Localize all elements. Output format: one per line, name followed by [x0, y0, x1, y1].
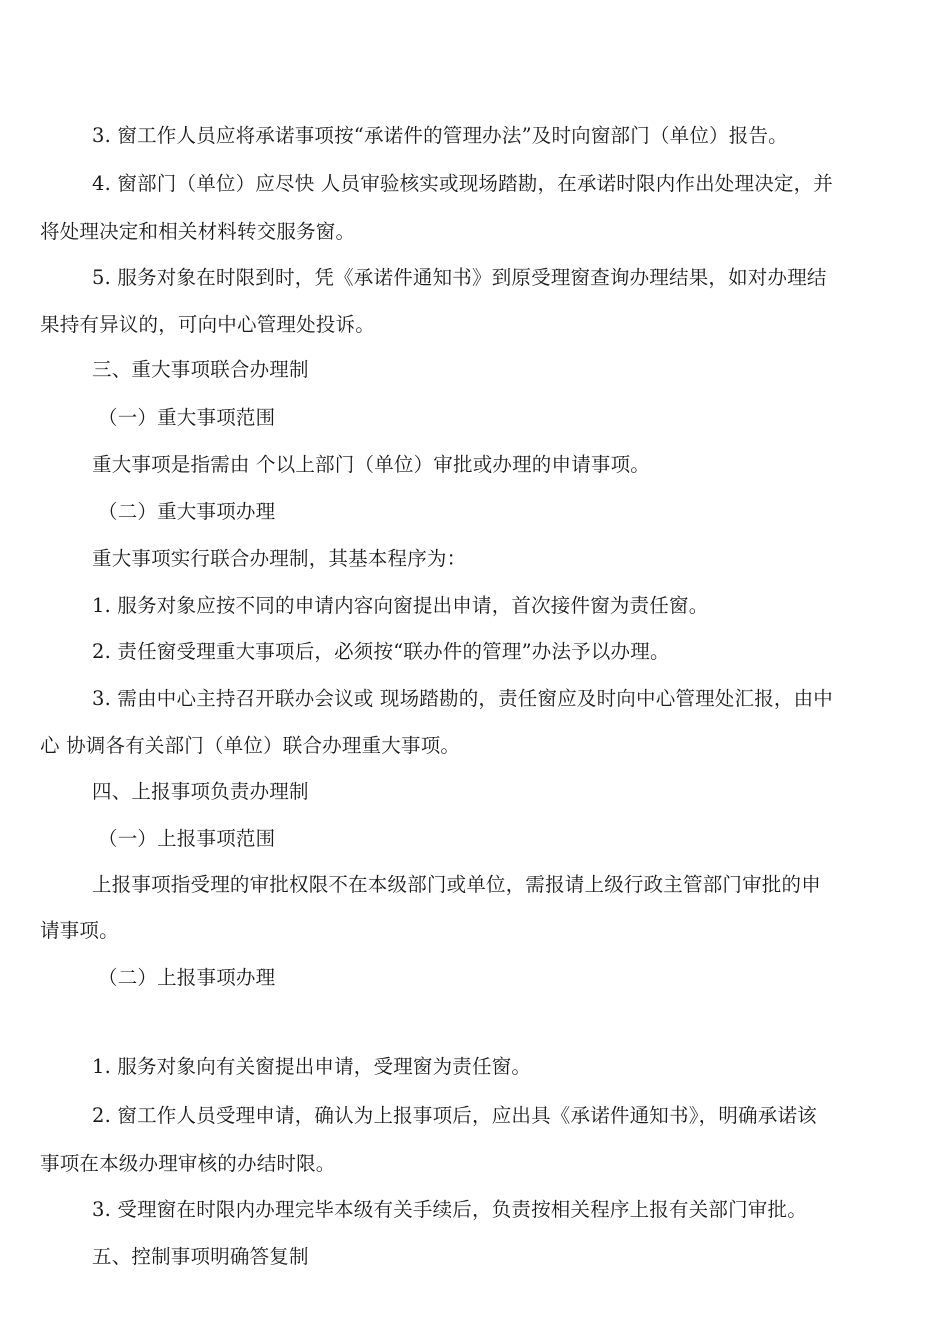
section-heading: 四、上报事项负责办理制 [92, 780, 309, 803]
paragraph-line: 3. 受理窗在时限内办理完毕本级有关手续后，负责按相关程序上报有关部门审批。 [92, 1198, 807, 1221]
paragraph-line: 2. 窗工作人员受理申请，确认为上报事项后，应出具《承诺件通知书》，明确承诺该 [92, 1104, 817, 1127]
paragraph-line: 心 协调各有关部门（单位）联合办理重大事项。 [40, 734, 461, 757]
paragraph-line: 重大事项实行联合办理制，其基本程序为： [92, 547, 467, 570]
paragraph-line: 请事项。 [40, 919, 119, 942]
paragraph-line: 2. 责任窗受理重大事项后，必须按“联办件的管理”办法予以办理。 [92, 640, 670, 663]
subsection-heading: （一）上报事项范围 [98, 827, 276, 850]
paragraph-line: 1. 服务对象向有关窗提出申请，受理窗为责任窗。 [92, 1055, 532, 1078]
section-heading: 三、重大事项联合办理制 [92, 358, 309, 381]
paragraph-line: 4. 窗部门（单位）应尽快 人员审验核实或现场踏勘，在承诺时限内作出处理决定，并 [92, 172, 834, 195]
paragraph-line: 事项在本级办理审核的办结时限。 [40, 1152, 336, 1175]
paragraph-line: 3. 窗工作人员应将承诺事项按“承诺件的管理办法”及时向窗部门（单位）报告。 [92, 124, 788, 147]
paragraph-line: 1. 服务对象应按不同的申请内容向窗提出申请，首次接件窗为责任窗。 [92, 594, 709, 617]
subsection-heading: （二）上报事项办理 [98, 966, 276, 989]
paragraph-line: 将处理决定和相关材料转交服务窗。 [40, 220, 356, 243]
paragraph-line: 重大事项是指需由 个以上部门（单位）审批或办理的申请事项。 [92, 453, 650, 476]
section-heading: 五、控制事项明确答复制 [92, 1245, 309, 1268]
paragraph-line: 果持有异议的，可向中心管理处投诉。 [40, 313, 375, 336]
paragraph-line: 3. 需由中心主持召开联办会议或 现场踏勘的，责任窗应及时向中心管理处汇报，由中 [92, 687, 834, 710]
paragraph-line: 上报事项指受理的审批权限不在本级部门或单位，需报请上级行政主管部门审批的申 [92, 873, 821, 896]
paragraph-line: 5. 服务对象在时限到时，凭《承诺件通知书》到原受理窗查询办理结果，如对办理结 [92, 266, 827, 289]
subsection-heading: （一）重大事项范围 [98, 406, 276, 429]
subsection-heading: （二）重大事项办理 [98, 500, 276, 523]
